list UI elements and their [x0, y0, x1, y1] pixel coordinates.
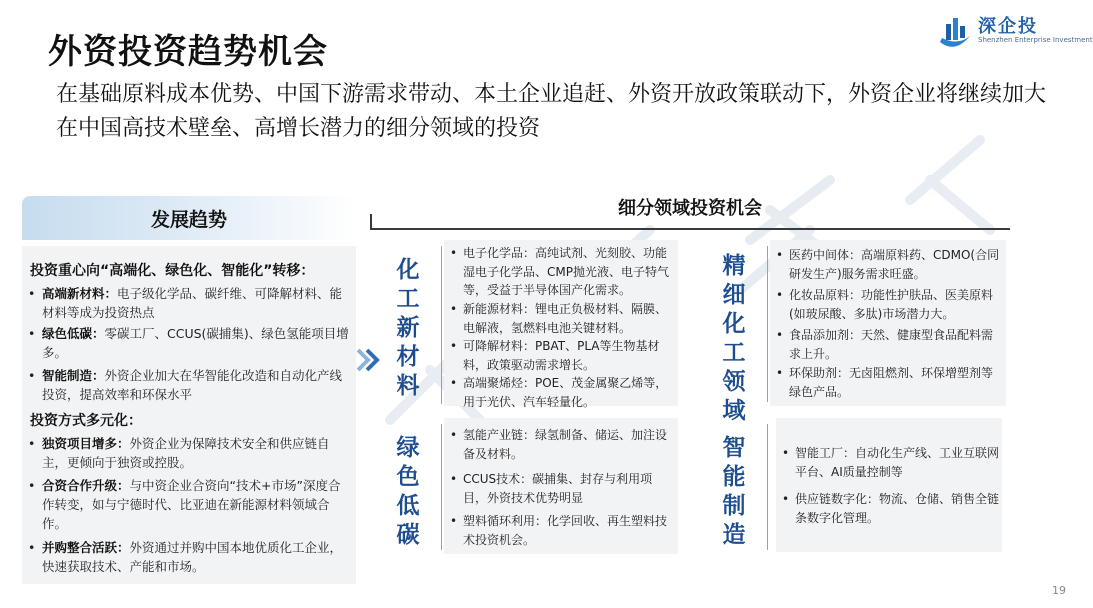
category-text: 精细化工领域 — [722, 253, 746, 424]
list-item — [782, 490, 1000, 527]
item-text: 零碳工厂、CCUS(碳捕集)、绿色氢能项目增多。 — [42, 326, 349, 360]
list-item — [28, 324, 352, 362]
list-item — [28, 434, 352, 472]
opportunity-box-green-low-carbon — [444, 418, 678, 554]
list-item — [450, 470, 676, 507]
item-text: 电子级化学品、碳纤维、可降解材料、能材料等成为投资热点 — [42, 286, 343, 320]
category-label-new-materials — [384, 256, 432, 401]
bullet-icon: • — [776, 328, 784, 342]
bullet-icon: • — [28, 478, 36, 493]
logo — [936, 10, 1093, 50]
page-title: 外资投资趋势机会 — [48, 32, 328, 72]
list-item — [776, 286, 1004, 323]
item-text: 供应链数字化：物流、仓储、销售全链条数字化管理。 — [795, 492, 1000, 525]
bullet-icon: • — [28, 540, 36, 555]
list-item — [28, 538, 352, 576]
bullet-icon: • — [450, 428, 458, 442]
item-text: 新能源材料：锂电正负极材料、隔膜、电解液，氢燃料电池关键材料。 — [463, 302, 668, 335]
item-text: 塑料循环利用：化学回收、再生塑料技术投资机会。 — [463, 514, 668, 547]
item-text: 外资企业加大在华智能化改造和自动化产线投资，提高效率和环保水平 — [42, 368, 343, 402]
list-item — [450, 426, 676, 463]
section-title-modes: 投资方式多元化： — [30, 413, 142, 429]
category-text: 化工新材料 — [396, 257, 420, 399]
item-text: 外资企业为保障技术安全和供应链自主，更倾向于独资或控股。 — [42, 436, 330, 470]
opportunities-header — [370, 194, 1010, 222]
list-item — [28, 284, 352, 322]
category-text: 绿色低碳 — [396, 435, 420, 548]
list-item — [28, 366, 352, 404]
divider — [370, 228, 1010, 230]
item-text: 可降解材料：PBAT、PLA等生物基材料，政策驱动需求增长。 — [463, 339, 660, 372]
list-item — [782, 444, 1000, 481]
logo-subtext: Shenzhen Enterprise Investment — [978, 36, 1093, 44]
item-label: 合资合作升级： — [42, 478, 130, 493]
bullet-icon: • — [450, 472, 458, 486]
trends-header — [22, 196, 356, 240]
bullet-icon: • — [776, 366, 784, 380]
item-text: 智能工厂：自动化生产线、工业互联网平台、AI质量控制等 — [795, 446, 1000, 479]
trends-panel — [22, 246, 356, 584]
opportunity-box-fine-chemicals — [770, 240, 1006, 406]
category-text: 智能制造 — [722, 435, 746, 548]
item-text: 食品添加剂：天然、健康型食品配料需求上升。 — [789, 328, 994, 361]
page-number: 19 — [1052, 584, 1066, 597]
item-text: 氢能产业链：绿氢制备、储运、加注设备及材料。 — [463, 428, 668, 461]
list-item — [776, 364, 1004, 401]
bullet-icon: • — [776, 248, 784, 262]
section-title-focus: 投资重心向“高端化、绿色化、智能化”转移： — [30, 263, 315, 279]
item-text: 电子化学品：高纯试剂、光刻胶、功能湿电子化学品、CMP抛光液、电子特气等，受益于半导体国产化需求。 — [463, 246, 669, 297]
item-label: 并购整合活跃： — [42, 540, 130, 555]
opportunities-header-label: 细分领域投资机会 — [618, 198, 762, 219]
list-item — [450, 337, 676, 374]
item-text: 医药中间体：高端原料药、CDMO(合同研发生产)服务需求旺盛。 — [789, 248, 1000, 281]
list-item — [450, 300, 676, 337]
item-text: CCUS技术：碳捕集、封存与利用项目，外资技术优势明显 — [463, 472, 653, 505]
logo-name: 深企投 — [978, 16, 1038, 37]
trends-header-label: 发展趋势 — [150, 209, 227, 231]
bullet-icon: • — [28, 326, 36, 341]
chevron-right-icon — [354, 346, 382, 374]
bullet-icon: • — [782, 446, 790, 460]
list-item — [776, 326, 1004, 363]
item-label: 智能制造： — [42, 368, 105, 383]
item-label: 高端新材料： — [42, 286, 118, 301]
opportunity-box-new-materials — [444, 240, 678, 409]
bullet-icon: • — [450, 246, 458, 260]
logo-icon — [936, 14, 974, 48]
opportunity-box-smart-manufacturing — [776, 418, 1002, 552]
list-item — [450, 512, 676, 549]
list-item — [28, 476, 352, 533]
bullet-icon: • — [28, 436, 36, 451]
item-text: 高端聚烯烃：POE、茂金属聚乙烯等，用于光伏、汽车轻量化。 — [463, 376, 668, 409]
item-text: 化妆品原料：功能性护肤品、医美原料(如玻尿酸、多肽)市场潜力大。 — [789, 288, 994, 321]
category-label-fine-chemicals — [710, 252, 758, 426]
bullet-icon: • — [450, 302, 458, 316]
divider — [767, 246, 768, 402]
bullet-icon: • — [450, 376, 458, 390]
divider — [441, 424, 442, 550]
bullet-icon: • — [28, 286, 36, 301]
divider — [441, 246, 442, 404]
bullet-icon: • — [28, 368, 36, 383]
item-text: 外资通过并购中国本地优质化工企业，快速获取技术、产能和市场。 — [42, 540, 343, 574]
category-label-smart-manufacturing — [710, 434, 758, 550]
category-label-green-low-carbon — [384, 434, 432, 550]
list-item — [450, 374, 676, 411]
bullet-icon: • — [450, 514, 458, 528]
item-text: 与中资企业合资向“技术+市场”深度合作转变，如与宁德时代、比亚迪在新能源材料领域合作。 — [42, 478, 341, 531]
bullet-icon: • — [782, 492, 790, 506]
page-subtitle: 在基础原料成本优势、中国下游需求带动、本土企业追赶、外资开放政策联动下，外资企业将继续加大在中国高技术壁垒、高增长潜力的细分领域的投资 — [56, 82, 1047, 141]
item-label: 独资项目增多： — [42, 436, 130, 451]
bullet-icon: • — [776, 288, 784, 302]
item-text: 环保助剂：无卤阻燃剂、环保增塑剂等绿色产品。 — [789, 366, 994, 399]
divider — [767, 424, 768, 550]
bullet-icon: • — [450, 339, 458, 353]
item-label: 绿色低碳： — [42, 326, 105, 341]
list-item — [450, 244, 676, 300]
list-item — [776, 246, 1004, 283]
